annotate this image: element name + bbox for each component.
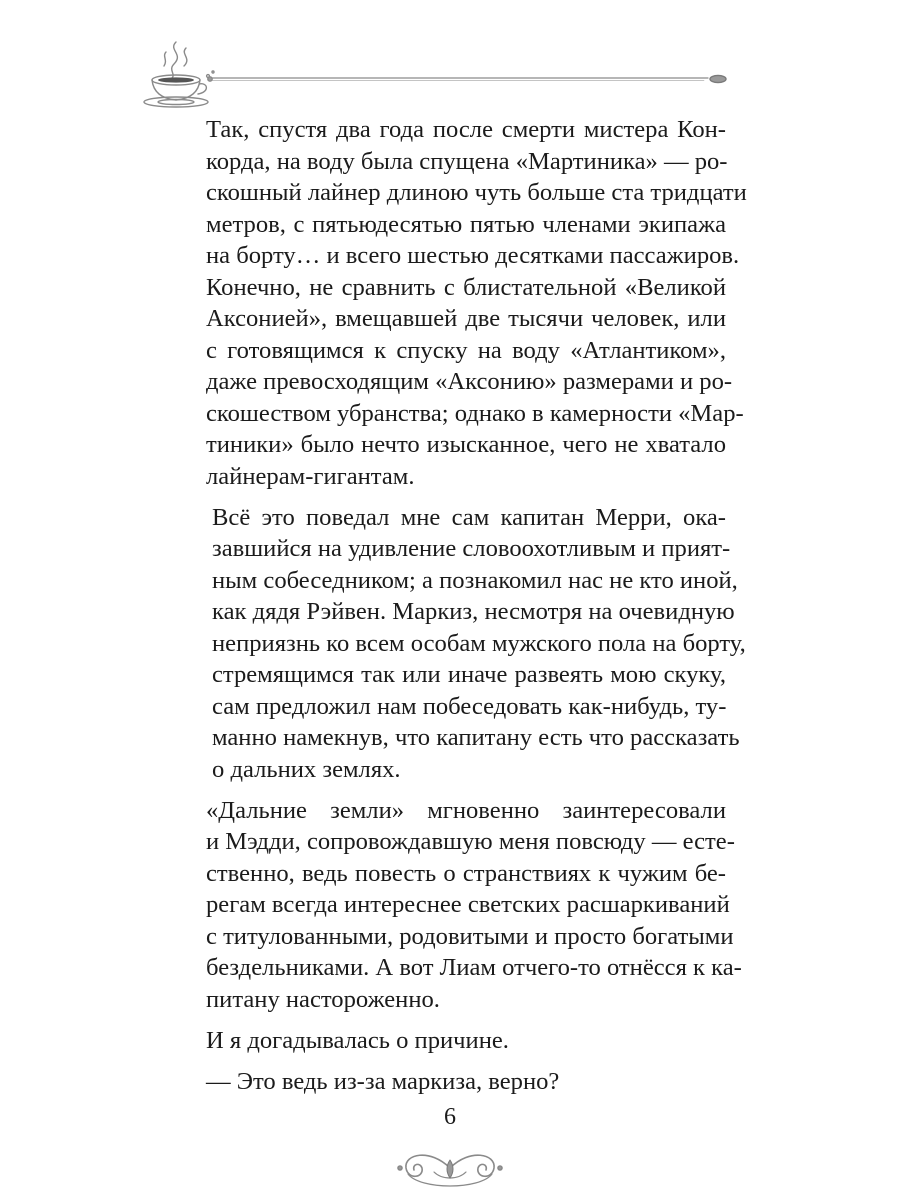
text-line: сам предложил нам побеседовать как-нибудь, ту- — [212, 692, 727, 720]
paragraph-2 — [172, 502, 746, 786]
text-line: завшийся на удивление словоохотливым и прият- — [212, 535, 731, 562]
text-line: как дядя Рэйвен. Маркиз, несмотря на очевидную — [212, 598, 735, 625]
paragraph-4 — [172, 1025, 726, 1057]
text-line: даже превосходящим «Аксонию» размерами и ро- — [206, 368, 733, 395]
paragraph-1 — [172, 114, 747, 492]
text-line: ственно, ведь повесть о странствиях к чужим бе- — [206, 859, 726, 887]
text-line: скошный лайнер длиною чуть больше ста тридцати — [206, 179, 747, 206]
flourish-footer-ornament — [390, 1138, 510, 1194]
text-line: корда, на воду была спущена «Мартиника» — ро- — [206, 147, 728, 175]
text-line: И я догадывалась о причине. — [206, 1026, 509, 1054]
body-text — [172, 114, 747, 1097]
text-line: Конечно, не сравнить с блистательной «Великой — [206, 273, 726, 301]
text-line: тиники» было нечто изысканное, чего не хватало — [206, 431, 726, 458]
text-line: с готовящимся к спуску на воду «Атлантиком», — [206, 336, 726, 364]
paragraph-5-dialogue — [172, 1066, 726, 1098]
text-line: питану настороженно. — [206, 985, 440, 1013]
text-line: лайнерам-гигантам. — [206, 462, 415, 490]
teacup-header-ornament — [138, 34, 738, 114]
text-line: с титулованными, родовитыми и просто богатыми — [206, 922, 734, 950]
text-line: — Это ведь из-за маркиза, верно? — [206, 1067, 560, 1095]
text-line: о дальних землях. — [212, 755, 401, 783]
text-line: скошеством убранства; однако в камерности «Мар- — [206, 399, 744, 427]
text-line: на борту… и всего шестью десятками пассажиров. — [206, 242, 740, 269]
text-line: манно намекнув, что капитану есть что рассказать — [212, 724, 740, 751]
paragraph-3 — [172, 795, 742, 1016]
text-line: метров, с пятьюдесятью пятью членами экипажа — [206, 210, 726, 238]
text-line: неприязнь ко всем особам мужского пола на борту, — [212, 629, 746, 657]
text-line: регам всегда интереснее светских расшаркиваний — [206, 891, 730, 918]
page-number: 6 — [444, 1104, 456, 1130]
text-line: стремящимся так или иначе развеять мою скуку, — [212, 661, 726, 688]
text-line: Всё это поведал мне сам капитан Мерри, ока- — [212, 503, 726, 531]
text-line: бездельниками. А вот Лиам отчего-то отнёсся к ка- — [206, 954, 742, 981]
text-line: «Дальние земли» мгновенно заинтересовали — [206, 796, 726, 824]
text-line: Аксонией», вмещавшей две тысячи человек, или — [206, 305, 726, 332]
text-line: и Мэдди, сопровождавшую меня повсюду — есте- — [206, 828, 735, 855]
text-line: ным собеседником; а познакомил нас не кто иной, — [212, 566, 738, 594]
text-line: Так, спустя два года после смерти мистера Кон- — [206, 116, 726, 143]
